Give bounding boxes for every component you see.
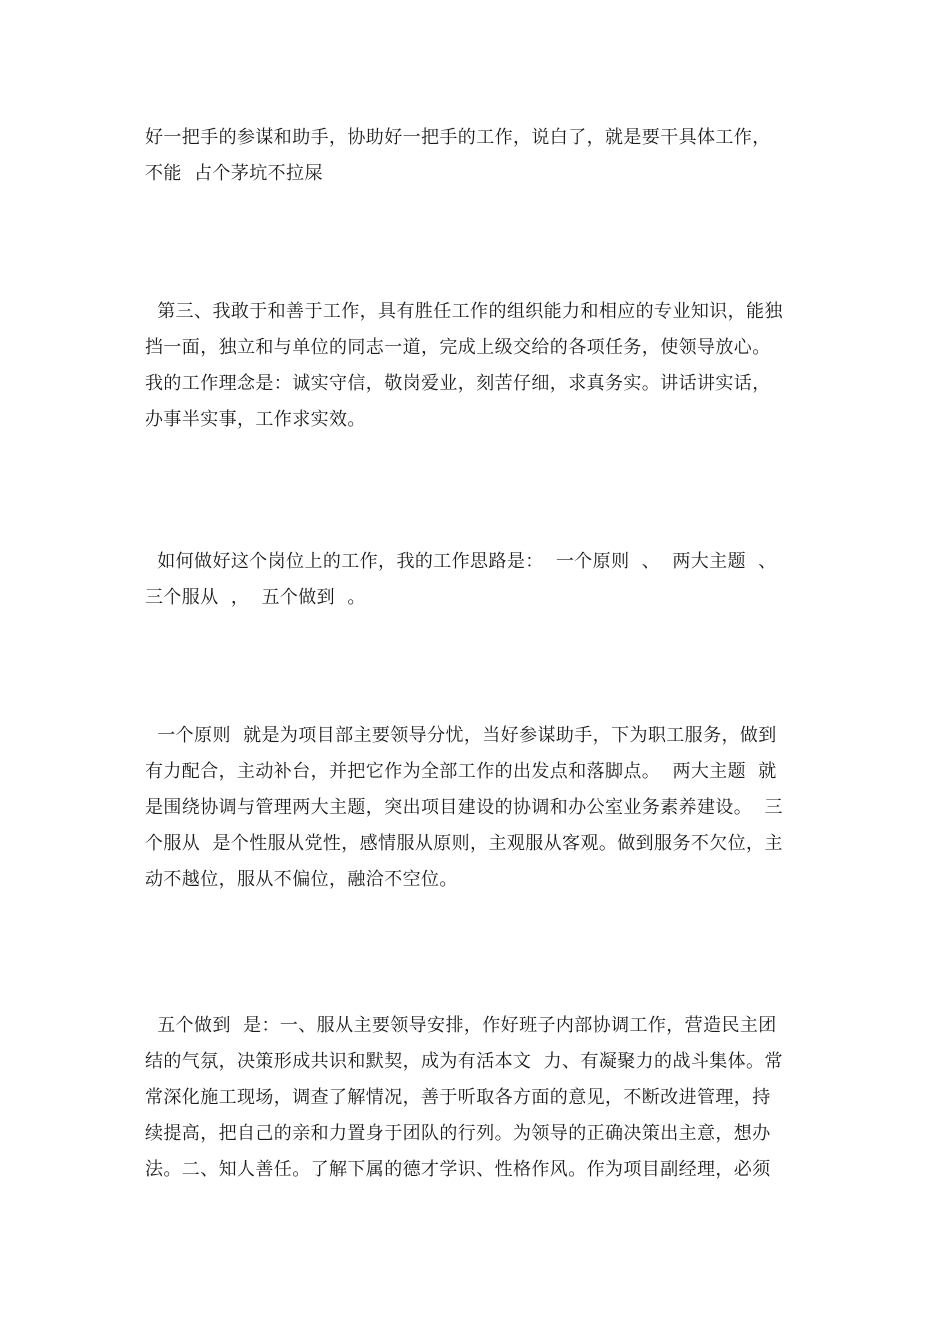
paragraph-line: 如何做好这个岗位上的工作，我的工作思路是： 一个原则 、 两大主题 、 [145,551,777,572]
paragraph-line: 是围绕协调与管理两大主题，突出项目建设的协调和办公室业务素养建设。 三 [145,797,783,818]
paragraph-line: 结的气氛，决策形成共识和默契，成为有活本文 力、有凝聚力的战斗集体。常 [145,1051,783,1072]
paragraph-line: 挡一面，独立和与单位的同志一道，完成上级交给的各项任务，使领导放心。 [145,337,771,358]
paragraph-5 [145,1008,810,1188]
paragraph-line: 动不越位，服从不偏位，融洽不空位。 [145,869,458,890]
paragraph-line: 常深化施工现场，调查了解情况，善于听取各方面的意见，不断改进管理，持 [145,1087,771,1108]
paragraph-line: 第三、我敢于和善于工作，具有胜任工作的组织能力和相应的专业知识，能独 [145,301,783,322]
paragraph-line: 有力配合，主动补台，并把它作为全部工作的出发点和落脚点。 两大主题 就 [145,761,777,782]
paragraph-2 [145,294,810,438]
paragraph-line: 好一把手的参谋和助手，协助好一把手的工作，说白了，就是要干具体工作， [145,127,771,148]
paragraph-line: 续提高，把自己的亲和力置身于团队的行列。为领导的正确决策出主意，想办 [145,1123,771,1144]
paragraph-line: 我的工作理念是：诚实守信，敬岗爱业，刻苦仔细，求真务实。讲话讲实话， [145,373,771,394]
paragraph-3 [145,544,810,616]
paragraph-line: 三个服从 ， 五个做到 。 [145,587,366,608]
paragraph-line: 个服从 是个性服从党性，感情服从原则，主观服从客观。做到服务不欠位，主 [145,833,783,854]
paragraph-line: 法。二、知人善任。了解下属的德才学识、性格作风。作为项目副经理，必须 [145,1159,771,1180]
paragraph-line: 一个原则 就是为项目部主要领导分忧，当好参谋助手，下为职工服务，做到 [145,725,777,746]
paragraph-line: 办事半实事，工作求实效。 [145,409,366,430]
paragraph-line: 不能 占个茅坑不拉屎 [145,163,323,184]
paragraph-4 [145,718,810,898]
paragraph-line: 五个做到 是：一、服从主要领导安排，作好班子内部协调工作，营造民主团 [145,1015,777,1036]
paragraph-1 [145,120,810,192]
